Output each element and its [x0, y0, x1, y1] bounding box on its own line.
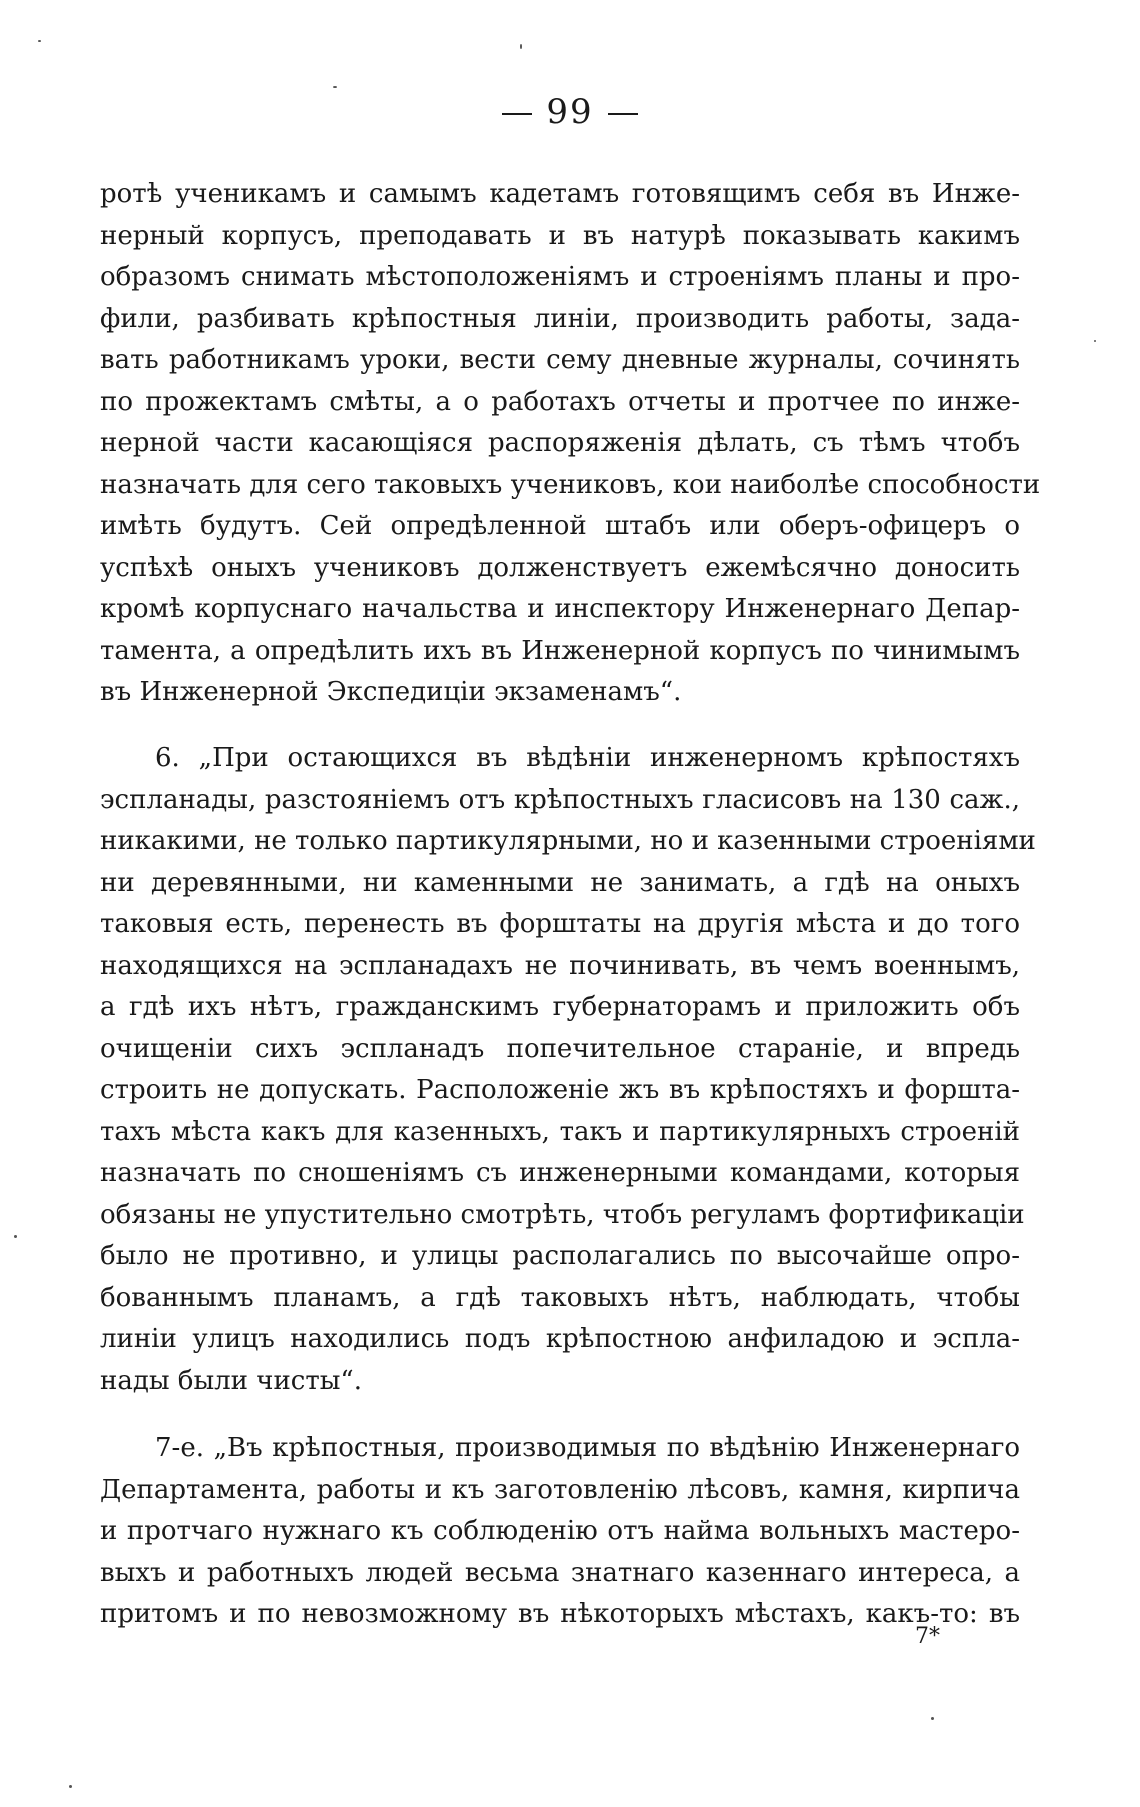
- scan-speck: [38, 40, 41, 42]
- text-line: притомъ и по невозможному въ нѣкоторыхъ мѣстахъ, какъ-то: въ: [100, 1599, 1020, 1629]
- text-line: ротѣ ученикамъ и самымъ кадетамъ готовящимъ себя въ Инже-: [100, 179, 1020, 209]
- text-line: бованнымъ планамъ, а гдѣ таковыхъ нѣтъ, наблюдать, чтобы: [100, 1282, 1020, 1313]
- text-line: никакими, не только партикулярными, но и казенными строеніями: [100, 826, 1036, 856]
- paragraph-continuation: [100, 174, 1041, 714]
- text-line: линіи улицъ находились подъ крѣпостною анфиладою и эспла-: [100, 1324, 1020, 1354]
- text-line: тахъ мѣста какъ для казенныхъ, такъ и партикулярныхъ строеній: [100, 1116, 1020, 1147]
- text-line: 7-е. „Въ крѣпостныя, производимыя по вѣдѣнію Инженернаго: [155, 1433, 1020, 1463]
- text-line: эспланады, разстояніемъ отъ крѣпостныхъ гласисовъ на 130 саж.,: [100, 784, 1020, 815]
- text-line: имѣть будутъ. Сей опредѣленной штабъ или оберъ-офицеръ о: [100, 511, 1020, 541]
- text-line: кромѣ корпуснаго начальства и инспектору Инженернаго Депар-: [100, 594, 1020, 624]
- text-line: строить не допускать. Расположеніе жъ въ крѣпостяхъ и форшта-: [100, 1075, 1020, 1105]
- text-line: нерной части касающіяся распоряженія дѣлать, съ тѣмъ чтобъ: [100, 428, 1020, 458]
- text-line: назначать по сношеніямъ съ инженерными командами, которыя: [100, 1158, 1020, 1188]
- signature-mark: 7*: [915, 1624, 940, 1649]
- text-line: выхъ и работныхъ людей весьма знатнаго казеннаго интереса, а: [100, 1557, 1020, 1588]
- text-line: назначать для сего таковыхъ учениковъ, кои наиболѣе способности: [100, 469, 1041, 500]
- text-line: 6. „При остающихся въ вѣдѣніи инженерномъ крѣпостяхъ: [155, 743, 1020, 773]
- text-line: вать работникамъ уроки, вести сему дневные журналы, сочинять: [100, 345, 1020, 375]
- text-line: успѣхѣ оныхъ учениковъ долженствуетъ ежемѣсячно доносить: [100, 552, 1020, 583]
- text-line: очищеніи сихъ эспланадъ попечительное стараніе, и впредь: [100, 1033, 1020, 1064]
- scan-speck: [520, 44, 522, 49]
- scan-speck: [14, 1235, 17, 1238]
- text-line: таковыя есть, перенесть въ форштаты на другія мѣста и до того: [100, 909, 1020, 939]
- page-number-value: 99: [546, 92, 594, 132]
- scan-speck: [333, 86, 337, 88]
- text-line: находящихся на эспланадахъ не починивать, въ чемъ военнымъ,: [100, 950, 1020, 981]
- text-line: ни деревянными, ни каменными не занимать, а гдѣ на оныхъ: [100, 867, 1020, 898]
- scan-speck: [69, 1785, 72, 1788]
- text-line: нерный корпусъ, преподавать и въ натурѣ показывать какимъ: [100, 220, 1020, 251]
- dash-right: [608, 113, 638, 115]
- text-line: и протчаго нужнаго къ соблюденію отъ найма вольныхъ мастеро-: [100, 1516, 1020, 1546]
- paragraph-7: [100, 1428, 1020, 1636]
- paragraph-6: [100, 738, 1036, 1402]
- dash-left: [502, 113, 532, 115]
- text-line: фили, разбивать крѣпостныя линіи, производить работы, зада-: [100, 303, 1020, 334]
- text-line: нады были чисты“.: [100, 1365, 362, 1396]
- text-line: тамента, а опредѣлить ихъ въ Инженерной корпусъ по чинимымъ: [100, 635, 1020, 666]
- scan-speck: [1094, 340, 1096, 342]
- text-line: было не противно, и улицы располагались по высочайше опро-: [100, 1241, 1020, 1271]
- text-line: а гдѣ ихъ нѣтъ, гражданскимъ губернаторамъ и приложить объ: [100, 992, 1020, 1022]
- scan-speck: [931, 1717, 934, 1720]
- text-line: образомъ снимать мѣстоположеніямъ и строеніямъ планы и про-: [100, 262, 1020, 292]
- page-number: [0, 92, 1140, 132]
- text-line: въ Инженерной Экспедиціи экзаменамъ“.: [100, 677, 682, 707]
- text-line: обязаны не упустительно смотрѣть, чтобъ регуламъ фортификаціи: [100, 1199, 1025, 1230]
- text-line: Департамента, работы и къ заготовленію лѣсовъ, камня, кирпича: [100, 1474, 1020, 1505]
- text-line: по прожектамъ смѣты, а о работахъ отчеты и протчее по инже-: [100, 386, 1020, 417]
